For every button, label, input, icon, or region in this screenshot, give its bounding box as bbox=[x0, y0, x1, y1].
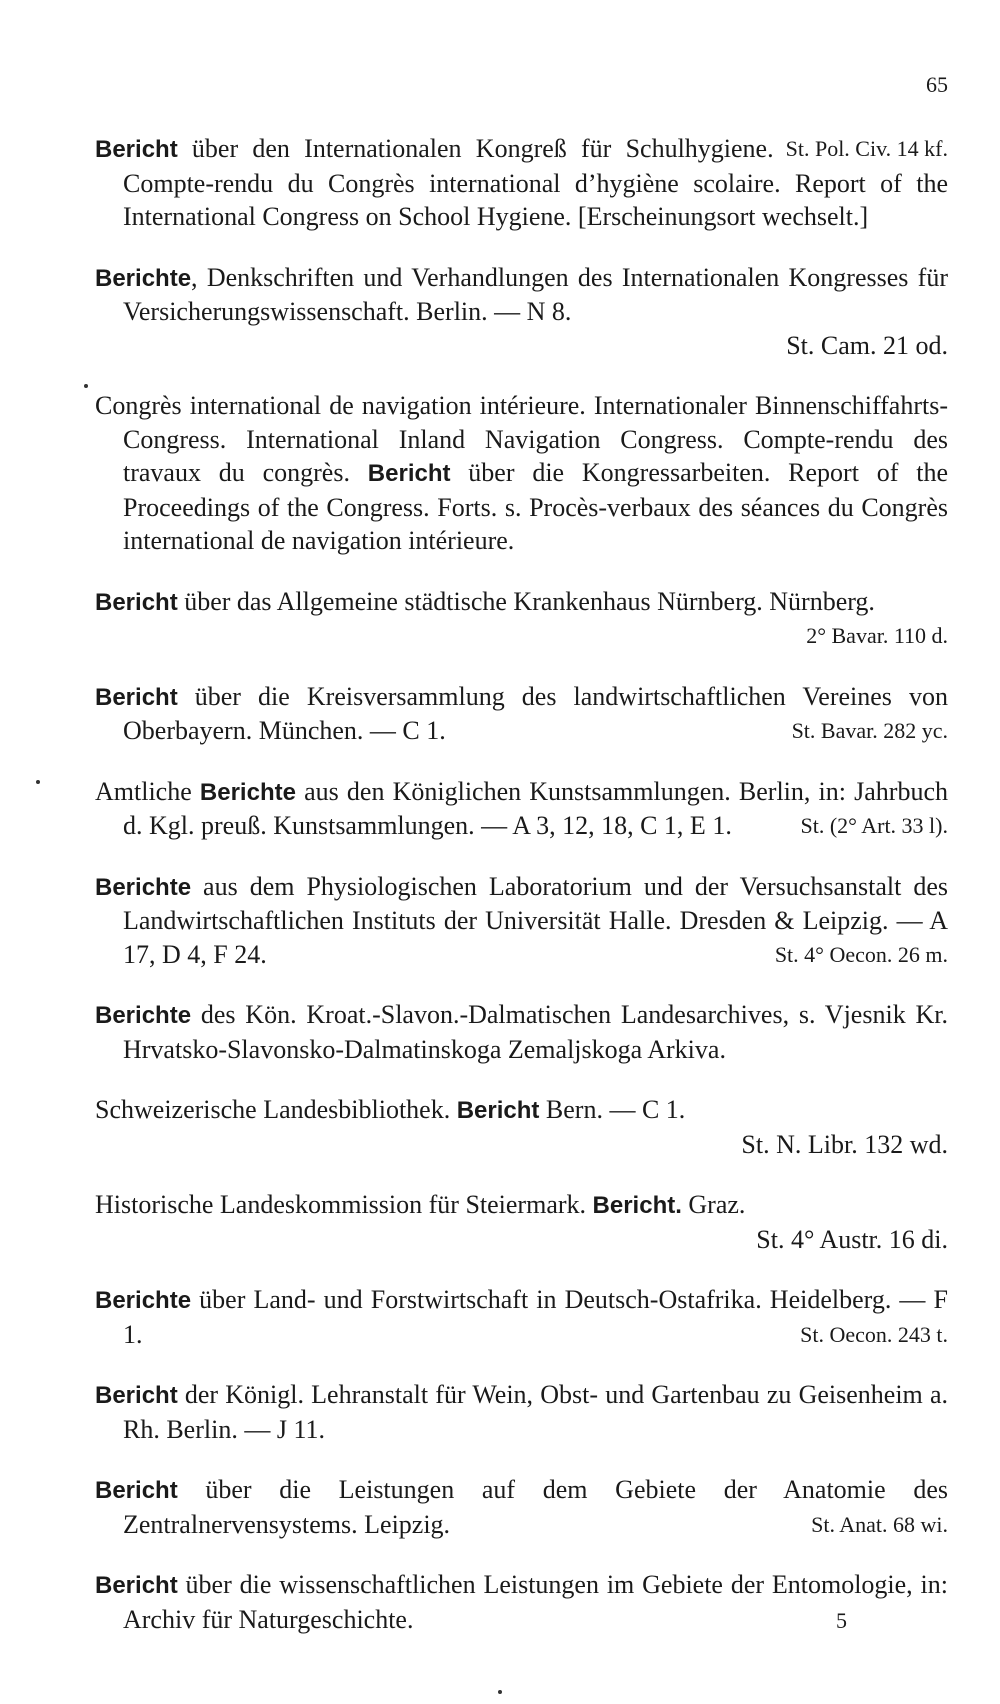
signature-mark: 5 bbox=[836, 1608, 847, 1633]
entry-keyword: Bericht bbox=[367, 460, 451, 487]
entry-text: der Königl. Lehranstalt für Wein, Obst- und Gartenbau zu Geisenheim a. Rh. Berlin. — J 11. bbox=[123, 1380, 948, 1444]
entry-prefix: Amtliche bbox=[95, 776, 200, 806]
entry-keyword: Berichte bbox=[199, 778, 296, 806]
entry-steiermark bbox=[95, 1188, 948, 1256]
entry-text: des Kön. Kroat.-Slavon.-Dalmatischen Landesarchives, s. Vjesnik Kr. Hrvatsko-Slavonsko-Dalmatinskoga Zemaljskoga Arkiva. bbox=[123, 1000, 948, 1064]
entry-entomologie bbox=[95, 1568, 948, 1636]
entry-list bbox=[95, 132, 948, 1663]
entry-keyword: Berichte bbox=[95, 1002, 192, 1029]
print-speck bbox=[498, 1690, 502, 1694]
entry-text: über die Kongressarbeiten. Report of the Proceedings of the Congress. Forts. s. Procès-verbaux des séances du Congrès international de navigation intérieure. bbox=[123, 458, 948, 555]
shelfmark: 2° Bavar. 110 d. bbox=[806, 623, 948, 648]
entry-keyword: Berichte bbox=[95, 1287, 192, 1314]
entry-prefix: Schweizerische Landesbibliothek. bbox=[95, 1095, 457, 1124]
shelfmark: St. 4° Oecon. 26 m. bbox=[774, 941, 948, 967]
entry-navigation-interieure bbox=[95, 389, 948, 558]
entry-schulhygiene bbox=[95, 132, 948, 234]
entry-text: über das Allgemeine städtische Krankenhaus Nürnberg. Nürnberg. bbox=[177, 586, 875, 616]
shelfmark: St. Bavar. 282 yc. bbox=[791, 718, 948, 743]
entry-landesbibliothek bbox=[95, 1093, 948, 1161]
entry-geisenheim bbox=[95, 1378, 948, 1446]
print-speck bbox=[36, 780, 40, 784]
entry-text: aus dem Physiologischen Laboratorium und der Versuchsanstalt des Landwirtschaftlichen Instituts der Universität Halle. Dresden & Leipzig. — A 17, D 4, F 24. bbox=[123, 871, 948, 969]
shelfmark: St. Oecon. 243 t. bbox=[800, 1321, 948, 1347]
entry-text: über die Leistungen auf dem Gebiete der Anatomie des Zentralnervensystems. Leipzig. bbox=[123, 1475, 948, 1539]
entry-keyword: Bericht bbox=[95, 1477, 178, 1504]
entry-keyword: Berichte bbox=[95, 264, 192, 292]
entry-text: über die wissenschaftlichen Leistungen im Gebiete der Entomologie, in: Archiv für Naturgeschichte. bbox=[123, 1570, 948, 1634]
entry-keyword: Bericht bbox=[95, 1382, 178, 1409]
entry-keyword: Bericht bbox=[95, 136, 178, 163]
entry-text: über Land- und Forstwirtschaft in Deutsch-Ostafrika. Heidelberg. — F 1. bbox=[123, 1285, 948, 1349]
shelfmark: St. Anat. 68 wi. bbox=[811, 1511, 948, 1537]
shelfmark: St. Pol. Civ. 14 kf. bbox=[785, 136, 948, 161]
shelfmark: St. 4° Austr. 16 di. bbox=[756, 1224, 948, 1254]
entry-versicherungswissenschaft bbox=[95, 261, 948, 363]
entry-text: Bern. — C 1. bbox=[539, 1095, 686, 1124]
entry-text: über die Kreisversammlung des landwirtschaftlichen Vereines von Oberbayern. München. — C 1. bbox=[123, 681, 948, 745]
entry-deutsch-ostafrika bbox=[95, 1283, 948, 1351]
entry-text: Graz. bbox=[681, 1190, 746, 1219]
entry-landesarchiv bbox=[95, 998, 948, 1066]
entry-keyword: Bericht bbox=[95, 683, 178, 711]
shelfmark: St. N. Libr. 132 wd. bbox=[741, 1129, 948, 1159]
page-number: 65 bbox=[926, 72, 948, 97]
entry-text: aus den Königlichen Kunstsammlungen. Berlin, in: Jahrbuch d. Kgl. preuß. Kunstsammlungen. — A 3, 12, 18, C 1, E 1. bbox=[123, 776, 948, 840]
entry-kreisversammlung bbox=[95, 680, 948, 748]
entry-prefix: Historische Landeskommission für Steiermark. bbox=[95, 1190, 593, 1219]
entry-krankenhaus-nuernberg bbox=[95, 585, 948, 653]
print-speck bbox=[84, 384, 88, 388]
entry-keyword: Bericht bbox=[456, 1097, 540, 1124]
entry-keyword: Bericht bbox=[95, 1572, 178, 1599]
entry-text: , Denkschriften und Verhandlungen des Internationalen Kongresses für Versicherungswissenschaft. Berlin. — N 8. bbox=[123, 262, 948, 326]
entry-text: über den Internationalen Kongreß für Schulhygiene. Compte-rendu du Congrès international d’hygiène scolaire. Report of the International Congress on School Hygiene. [Erscheinungsort wechselt.] bbox=[123, 134, 948, 231]
entry-zentralnervensystem bbox=[95, 1473, 948, 1541]
shelfmark: St. Cam. 21 od. bbox=[786, 330, 948, 360]
entry-physiologisches-laboratorium bbox=[95, 870, 948, 972]
entry-prefix: Congrès international de navigation intérieure. Internationaler Binnenschiffahrts-Congress. International Inland Navigation Congress. Compte-rendu des travaux du congrès. bbox=[95, 391, 948, 487]
entry-keyword: Berichte bbox=[95, 873, 192, 901]
shelfmark: St. (2° Art. 33 l). bbox=[800, 813, 948, 838]
entry-keyword: Bericht. bbox=[592, 1192, 682, 1219]
entry-kunstsammlungen bbox=[95, 775, 948, 843]
entry-keyword: Bericht bbox=[95, 588, 178, 616]
